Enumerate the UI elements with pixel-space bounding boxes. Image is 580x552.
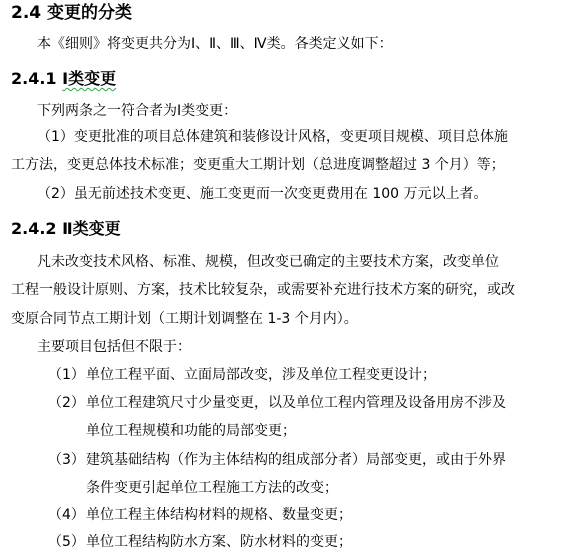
list-item-text-continued: 单位工程规模和功能的局部变更； (86, 423, 296, 439)
list-item-text: 单位工程结构防水方案、防水材料的变更； (86, 534, 352, 550)
subsection-1-item-1-line-2: 工方法，变更总体技术标准；变更重大工期计划（总进度调整超过 3 个月）等； (11, 157, 505, 173)
list-item-text: 建筑基础结构（作为主体结构的组成部分者）局部变更，或由于外界 (86, 452, 506, 468)
section-intro: 本《细则》将变更共分为Ⅰ、Ⅱ、Ⅲ、Ⅳ类。各类定义如下： (37, 36, 393, 52)
list-item-text: 单位工程建筑尺寸少量变更，以及单位工程内管理及设备用房不涉及 (86, 395, 506, 411)
list-item-number: （3） (48, 452, 85, 468)
list-item-number: （4） (48, 507, 85, 523)
subsection-2-paragraph-line-1: 凡未改变技术风格、标准、规模，但改变已确定的主要技术方案，改变单位 (37, 254, 499, 270)
list-item-number: （2） (48, 395, 85, 411)
subsection-2-title: Ⅱ类变更 (62, 219, 121, 238)
subsection-1-item-2: （2）虽无前述技术变更、施工变更而一次变更费用在 100 万元以上者。 (37, 186, 488, 202)
subsection-2-paragraph-line-2: 工程一般设计原则、方案，技术比较复杂，或需要补充进行技术方案的研究，或改 (11, 282, 515, 298)
subsection-1-heading (11, 68, 116, 90)
list-item-text-continued: 条件变更引起单位工程施工方法的改变； (86, 480, 338, 496)
list-item-number: （5） (48, 534, 85, 550)
list-item-number: （1） (48, 367, 85, 383)
subsection-1-lead: 下列两条之一符合者为Ⅰ类变更： (37, 103, 238, 119)
subsection-2-paragraph-line-3: 变原合同节点工期计划（工期计划调整在 1-3 个月内）。 (11, 311, 358, 327)
section-heading: 2.4 变更的分类 (11, 3, 133, 23)
subsection-2-number: 2.4.2 (11, 219, 57, 238)
subsection-1-item-1-line-1: （1）变更批准的项目总体建筑和装修设计风格，变更项目规模、项目总体施 (37, 129, 508, 145)
list-item-text: 单位工程平面、立面局部改变，涉及单位工程变更设计； (86, 367, 436, 383)
list-item-text: 单位工程主体结构材料的规格、数量变更； (86, 507, 352, 523)
subsection-2-lead: 主要项目包括但不限于： (37, 339, 191, 355)
subsection-1-title: Ⅰ类变更 (62, 69, 117, 88)
subsection-1-number: 2.4.1 (11, 69, 57, 88)
subsection-2-heading (11, 218, 121, 240)
